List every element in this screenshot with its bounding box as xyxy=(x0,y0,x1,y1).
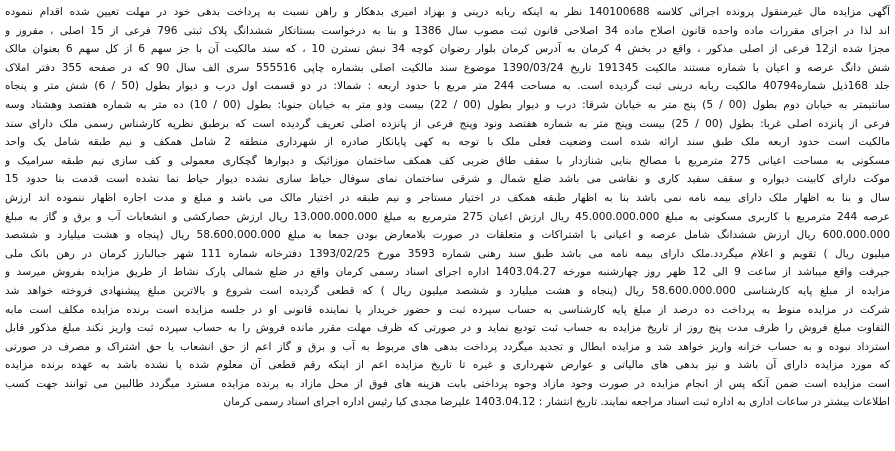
notice-line-8: مالکیت است حدود اربعه ملک طبق سند ارائه شده است وضعیت فعلی ملک با توجه به کهی پایانکار صادره از شهرداری منطقه 2 شامل همکف و نیم طبقه شامل یک واحد xyxy=(5,136,890,149)
notice-line-14: میلیون ریال ) تقویم و اعلام میگردد.ملک دارای بیمه نامه می باشد طبق سند رهنی شماره 3593 مورخ 1393/02/25 دفترخانه شماره 111 شهر جبالبارز کرمان در رهن بانک ملی xyxy=(5,247,890,260)
notice-line-19: استرداد نبوده و به حساب خزانه واریز خواهد شد و مزایده ابطال و تجدید میگردد پرداخت بدهی های مربوط به آب و برق و گاز اعم از حق انشعاب یا حق اشتراک و مصرف در صورتی xyxy=(5,340,890,353)
notice-line-12: عرصه 244 مترمربع با کاربری مسکونی به مبلغ 45.000.000.000 ریال ارزش اعیان 275 مترمربع به مبلغ 13.000.000.000 ریال ارزش حصارکشی و انشعابات آب و برق و گاز به مبلغ xyxy=(5,210,890,223)
notice-line-13: 600.000.000 ریال ارزش ششدانگ شامل عرصه و اعیانی با اشتراکات و متعلقات در صورت بلامعارض بودن جمعا به مبلغ 58.600.000.000 ریال (پنجاه و هشت میلیارد و ششصد xyxy=(5,229,890,242)
notice-line-1: آگهی مزایده مال غیرمنقول پرونده اجرائی کلاسه 140100688 نظر به اینکه ربابه درینی و بهزاد امیری بدهکار و راهن نسبت به پرداخت بدهی خود در مهلت تعیین شده اقدام ننموده xyxy=(5,6,890,18)
notice-line-7: فرعی از پانزده اصلی غربا: بطول (00 / 25) بیست وپنج متر به شماره هفتصد ونود وپنج فرعی از پانزده اصلی تعریف گردیده است که برطبق نظریه کارشناس رسمی ملک دارای سند xyxy=(5,117,890,130)
notice-line-15: جیرفت واقع میباشد از ساعت 9 الی 12 ظهر روز چهارشنبه مورخه 1403.04.27 اداره اجرای اسناد رسمی کرمان واقع در ضلع شمالی پارک نشاط از طریق مزایده بفروش میرسد و xyxy=(5,266,890,279)
notice-line-11: سال و بنا به اظهار ملک دارای بیمه نامه نمی باشد بنا به اظهار طبقه همکف در اختیار مستاجر و نیم طبقه در اختیار مالک می باشد و مبلغ و مدت اجاره اظهار ننموده اند ارزش xyxy=(5,191,890,204)
notice-line-5: جلد 168ذیل شماره40794 مالکیت ربابه درینی ثبت گردیده است. به مساحت 244 متر مربع با حدود اربعه : شمالا: در دو قسمت اول درب و دیوار بطول (50 / 6) شش متر و پنجاه xyxy=(5,80,890,93)
notice-line-10: موکت دارای کابینت دیواره و سقف سفید کاری و نقاشی می باشد ضلع شمال و شرقی ساختمان نمای سوفال حیاط سازی نشده دیوار حیاط نما نشده است قدمت بنا حدود 15 xyxy=(5,173,890,186)
notice-line-20: که مورد مزایده دارای آن باشد و نیز بدهی های مالیاتی و عوارض شهرداری و غیره تا تاریخ مزایده اعم از اینکه رقم قطعی آن معلوم شده یا نشده باشد به عهده برنده مزایده xyxy=(5,359,890,372)
notice-line-2: اند لذا در اجرای مقررات ماده واحده قانون اصلاح ماده 34 اصلاحی قانون ثبت مصوب سال 1386 و بنا به درخواست بستانکار ششدانگ پلاک ثبتی 796 فرعی از 15 اصلی ، مفروز و xyxy=(5,24,890,37)
notice-line-6: سانتیمتر به خیابان دوم بطول (00 / 5) پنج متر به خیابان شرقا: درب و دیوار بطول (00 / 22) بیست ودو متر به خیابان جنوبا: بطول (00 / 10) ده متر به شماره هفتصد وهشتاد وسه xyxy=(5,98,890,111)
notice-line-9: مسکونی به مساحت اعیانی 275 مترمربع با مصالح بنایی شنازدار با سقف طاق ضربی کف همکف ساختمان موزائیک و دیوارها گچکاری معمولی و کف سازی نیم طبقه سرامیک و xyxy=(5,154,890,167)
notice-line-22: اطلاعات بیشتر در ساعات اداری به اداره ثبت اسناد مراجعه نمایند. تاریخ انتشار : 1403.04.12 علیرضا مجدی کیا رئیس اداره اجرای اسناد رسمی کرمان xyxy=(223,396,890,409)
notice-line-21: است مزایده است ضمن آنکه پس از انجام مزایده در صورت وجود مازاد وجوه پرداختی بابت هزینه های فوق از محل مازاد به برنده مزایده مسترد میگردد طالبین می توانند جهت کسب xyxy=(5,377,890,390)
notice-line-18: التفاوت مبلغ فروش را ظرف مدت پنج روز از تاریخ مزایده به حساب ثبت تودیع نماید و در صورتی که ظرف مهلت مقرر مانده فروش را به حساب سپرده ثبت واریز نکند مبلغ مذکور قابل xyxy=(5,322,890,335)
notice-line-17: شرکت در مزایده منوط به پرداخت ده درصد از مبلغ پایه کارشناسی به حساب سپرده ثبت و حضور خریدار یا نماینده قانونی او در جلسه مزایده است برنده مزایده مکلف است مابه xyxy=(5,303,890,316)
notice-line-4: شش دانگ عرصه و اعیان با شماره مستند مالکیت 191345 تاریخ 1390/03/24 موضوع سند مالکیت اصلی بشماره چاپی 555516 سری الف سال 90 که در صفحه 355 دفتر املاک xyxy=(5,61,890,74)
notice-line-3: مجزا شده از12 فرعی از اصلی مذکور ، واقع در بخش 4 کرمان به آدرس کرمان بلوار رضوان کوچه 34 نبش نسترن 10 ، که سند مالکیت آن با جز سهم 6 از کل سهم 6 بعنوان مالک xyxy=(5,43,890,56)
notice-line-16: مزایده از مبلغ پایه کارشناسی 58.600.000.000 ریال (پنجاه و هشت میلیارد و ششصد میلیون ریال ) که قطعی گردیده است شروع و بالاترین مبلغ پیشنهادی فروخته خواهد شد xyxy=(5,284,890,297)
